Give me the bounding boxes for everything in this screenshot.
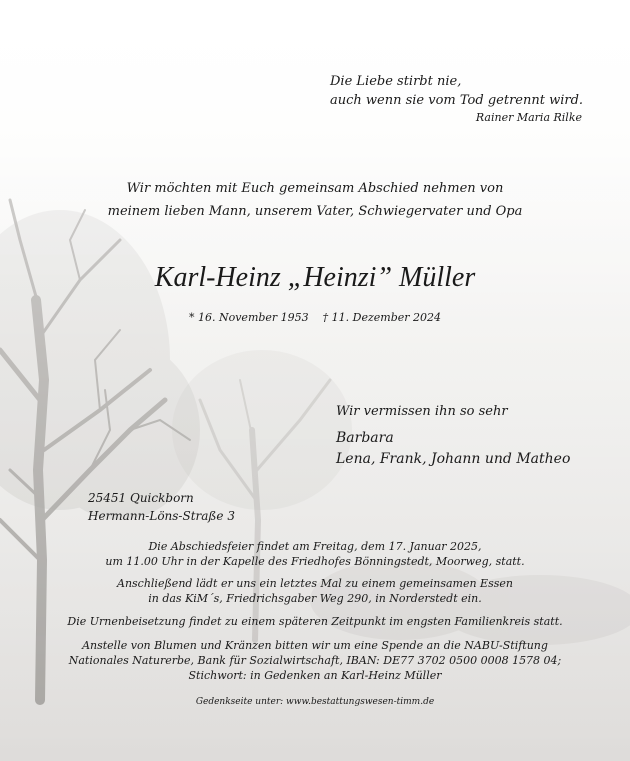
intro-line: Wir möchten mit Euch gemeinsam Abschied nehmen von	[126, 181, 504, 196]
farewell-intro	[0, 177, 630, 223]
address	[88, 489, 235, 525]
intro-line: meinem lieben Mann, unserem Vater, Schwiegervater und Opa	[107, 204, 523, 219]
donation-info	[0, 638, 630, 683]
address-line: 25451 Quickborn	[88, 491, 194, 505]
urn-info	[0, 614, 630, 629]
meal-info	[0, 576, 630, 606]
quote-line: auch wenn sie vom Tod getrennt wird.	[330, 93, 584, 108]
deceased-name: Karl-Heinz „Heinzi” Müller	[154, 262, 476, 293]
info-line: Stichwort: in Gedenken an Karl-Heinz Müller	[188, 669, 442, 682]
info-line: Die Abschiedsfeier findet am Freitag, dem 17. Januar 2025,	[148, 540, 482, 553]
memorial-website: Gedenkseite unter: www.bestattungswesen-timm.de	[195, 697, 435, 707]
life-dates: * 16. November 1953 † 11. Dezember 2024	[188, 311, 442, 324]
quote-author: Rainer Maria Rilke	[475, 111, 582, 124]
mourner-line: Barbara	[336, 430, 394, 446]
quote	[330, 72, 583, 110]
quote-line: Die Liebe stirbt nie,	[330, 74, 462, 89]
mourner-line: Lena, Frank, Johann und Matheo	[336, 451, 571, 467]
info-line: in das KiM´s, Friedrichsgaber Weg 290, in Norderstedt ein.	[148, 592, 482, 605]
info-line: Anstelle von Blumen und Kränzen bitten wir um eine Spende an die NABU-Stiftung	[82, 639, 548, 652]
info-line: Nationales Naturerbe, Bank für Sozialwirtschaft, IBAN: DE77 3702 0500 0008 1578 04;	[68, 654, 562, 667]
info-line: um 11.00 Uhr in der Kapelle des Friedhofes Bönningstedt, Moorweg, statt.	[105, 555, 525, 568]
mourners-intro: Wir vermissen ihn so sehr	[336, 404, 508, 419]
service-info	[0, 539, 630, 569]
mourners-names	[336, 428, 570, 470]
info-line: Die Urnenbeisetzung findet zu einem späteren Zeitpunkt im engsten Familienkreis statt.	[67, 615, 563, 628]
info-line: Anschließend lädt er uns ein letztes Mal zu einem gemeinsamen Essen	[117, 577, 513, 590]
address-line: Hermann-Löns-Straße 3	[88, 509, 235, 523]
